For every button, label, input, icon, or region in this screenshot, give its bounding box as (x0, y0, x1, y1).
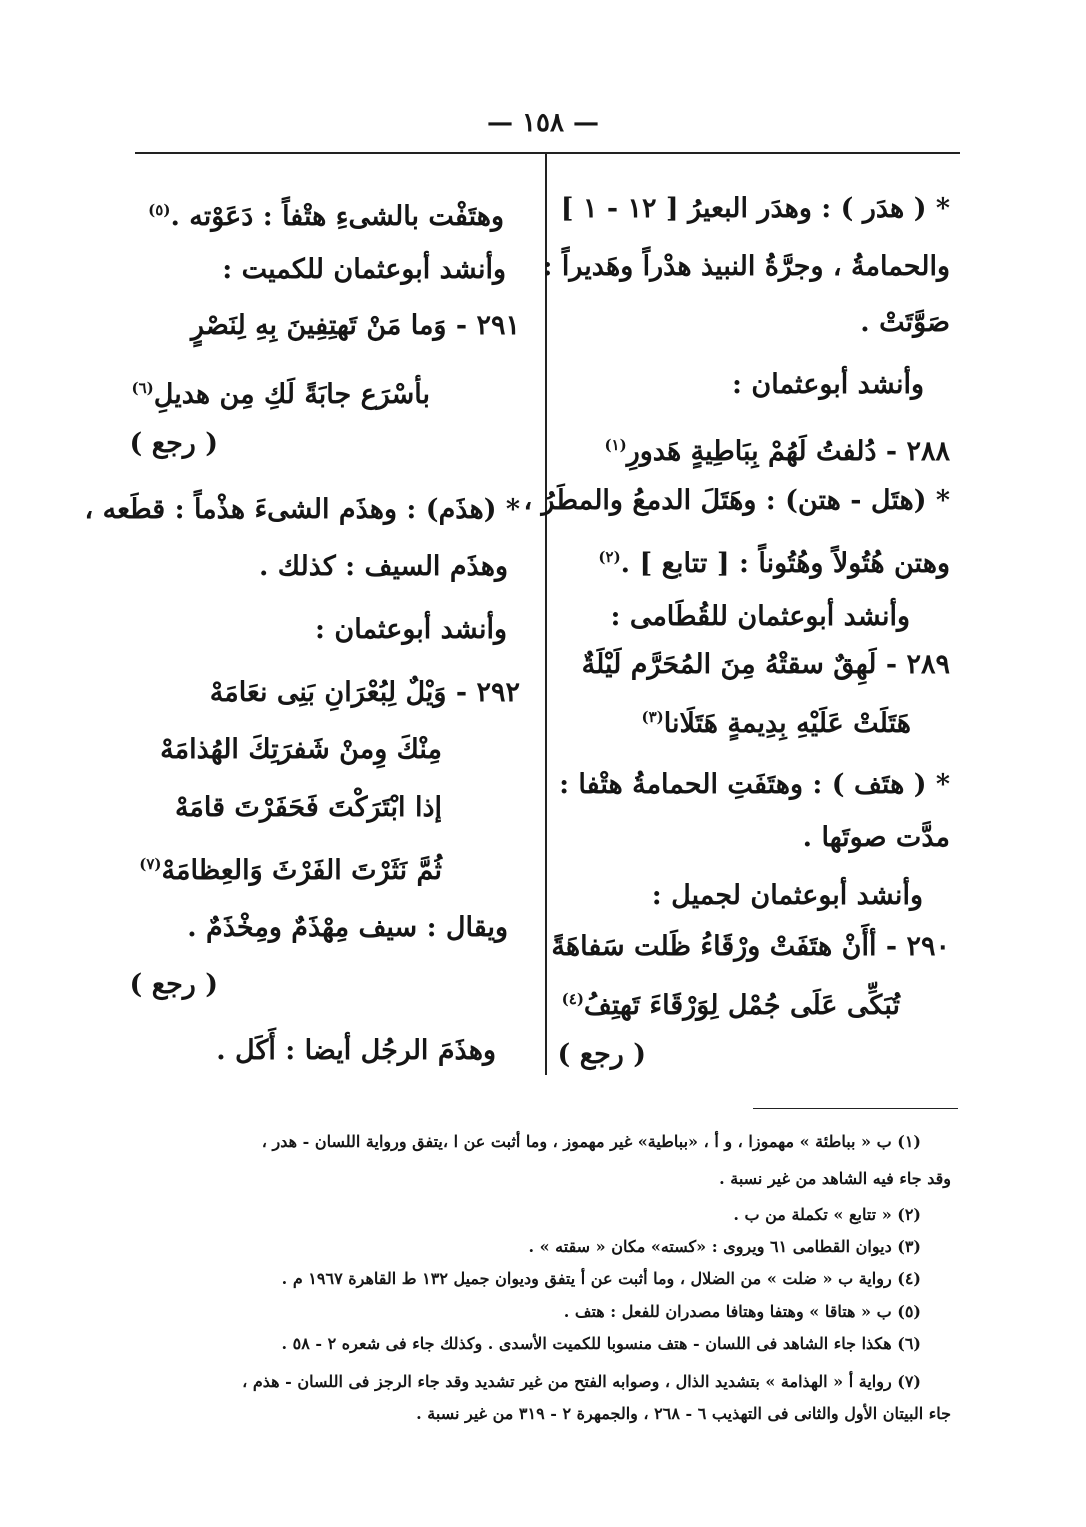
line-text: ٢٨٩ - لَهِقٌ سقتْهُ مِنَ المُحَرَّم لَيْلَةٌ (581, 649, 950, 680)
line-text: ( رجع ) (557, 1039, 646, 1070)
right-col-line (523, 481, 950, 521)
left-col-line (130, 965, 218, 1005)
left-col-line (139, 844, 442, 891)
right-col-line (610, 597, 910, 637)
line-text: بأسْرَع جابَةً لَكِ مِن هديلِ (153, 379, 430, 410)
left-col-line (216, 1031, 496, 1071)
line-text: مِنْكَ وِمنْ شَفرَتِكَ الهُذامَهْ (160, 734, 442, 765)
right-col-line (543, 247, 950, 287)
right-col-line (732, 365, 924, 405)
footnote: (٣) ديوان القطامى ٦١ ويروى : «كسته» مكان « سقته » . (528, 1237, 921, 1256)
line-text: وهذَمَ الرجُل أيضا : أَكَل . (216, 1035, 496, 1066)
line-text: صَوَّتَتْ . (860, 307, 950, 338)
left-col-line (187, 908, 508, 948)
line-text: وهتَفْت بالشىءِ هتْفاً : دَعَوْته . (170, 201, 504, 232)
line-text: ويقال : سيف مِهْذَمٌ ومِخْذَمٌ . (187, 912, 508, 943)
verse-291 (191, 306, 520, 346)
left-col-line (148, 190, 504, 237)
right-col-line (559, 765, 950, 805)
right-col-line (562, 979, 900, 1026)
line-text: ٢٩٢ - وَيْلٌ لِبُعْرَانِ بَنِى نعَامَهْ (209, 677, 520, 708)
line-text: * (هذَم) : وهذَم الشىءَ هذْماً : قطَعه ، (84, 494, 520, 525)
footnote-rule (753, 1108, 958, 1109)
right-col-line (641, 697, 911, 744)
line-text: ٢٨٨ - دُلفتُ لَهُمْ بِبَاطِيةٍ هَدورِ (626, 436, 950, 467)
footnote: (٦) هكذا جاء الشاهد فى اللسان - هتف منسوبا للكميت الأسدى . وكذلك جاء فى شعره ٢ - ٥٨ . (281, 1334, 921, 1353)
line-text: وهذَم السيف : كذلك . (258, 551, 508, 582)
right-col-line (558, 1035, 646, 1075)
left-col-line (222, 250, 506, 290)
line-text: * ( هدَر ) : وهدَر البعيرُ [ ١٢ - ١ ] (560, 193, 950, 224)
line-text: إذا ابْتَرَكْتَ فَحَفَرْتَ قامَهْ (174, 792, 442, 823)
line-text: وأنشد أبوعثمان : (732, 369, 924, 400)
line-text: وأنشد أبوعثمان للقُطَامى : (610, 601, 910, 632)
right-col-line (652, 876, 923, 916)
verse-290 (551, 927, 950, 967)
line-text: وأنشد أبوعثمان : (315, 614, 507, 645)
line-text: ( رجع ) (129, 428, 218, 459)
line-text: مدَّت صوتَها . (802, 822, 950, 853)
right-col-line (598, 537, 950, 584)
footnote-ref: (٤) (561, 990, 584, 1008)
page-number: — ١٥٨ — (486, 108, 600, 138)
column-divider (545, 153, 547, 1075)
footnote-ref: (٢) (598, 548, 621, 566)
footnote-ref: (٦) (131, 379, 154, 397)
footnote: (١) ب « بباطئة » مهموزا ، و أ ، «بباطية» غير مهموز ، وما أثبت عن ا ،يتفق ورواية اللسان - هدر ، (261, 1132, 921, 1151)
line-text: ٢٩١ - وَما مَنْ تَهتِفِينَ بِهِ لِنَصْرٍ (190, 310, 520, 341)
right-col-line (561, 189, 950, 229)
footnote-ref: (٧) (139, 855, 162, 873)
footnote: جاء البيتان الأول والثانى فى التهذيب ٦ - ٢٦٨ ، والجمهرة ٢ - ٣١٩ من غير نسبة . (416, 1404, 951, 1423)
left-col-line (160, 730, 442, 770)
footnote: (٤) رواية ب « ضلت » من الضلال ، وما أثبت عن أ يتفق وديوان جميل ١٣٢ ط القاهرة ١٩٦٧ م . (281, 1269, 921, 1288)
footnote-ref: (١) (604, 436, 627, 454)
line-text: وهتن هُتُولاً وهُتُوناً : [ تتابع ] . (620, 548, 950, 579)
header-rule (135, 152, 960, 154)
left-col-line (130, 424, 218, 464)
line-text: وأنشد أبوعثمان لجميل : (651, 880, 923, 911)
footnote: (٧) رواية أ « الهذامة » بتشديد الذال ، وصوابه الفتح من غير تشديد وقد جاء الرجز فى اللسان - هذم ، (242, 1372, 921, 1391)
line-text: ٢٩٠ - أأَنْ هتَفَتْ ورْقَاءُ ظَلت سَفاهَةً (551, 931, 950, 962)
left-col-line (175, 788, 442, 828)
right-col-line (860, 303, 950, 343)
line-text: * (هتَل - هتن) : وهَتَلَ الدمعُ والمطَرُ ، (523, 485, 950, 516)
left-col-line (259, 547, 508, 587)
verse-288 (604, 425, 950, 472)
line-text: ثُمَّ نَثَرْتَ الفَرْثَ وَالعِظامَهْ (161, 855, 442, 886)
footnote-ref: (٥) (148, 201, 171, 219)
line-text: * ( هتَف ) : وهتَفَتِ الحمامةُ هتْفا : (559, 769, 950, 800)
verse-289 (582, 645, 950, 685)
line-text: والحمامةُ ، وجرَّةُ النبيذ هدْراً وهَديراً : (542, 251, 950, 282)
line-text: تُبَكِّى عَلَى جُمْل لِوَرْقَاءَ تَهتِفُ (583, 990, 900, 1021)
footnote-ref: (٣) (641, 708, 664, 726)
line-text: وأنشد أبوعثمان للكميت : (222, 254, 506, 285)
line-text: هَتَلَتْ عَلَيْهِ بِدِيمةٍ هَتَلَانا (663, 708, 911, 739)
right-col-line (803, 818, 950, 858)
footnote: (٥) ب « هتاقا » وهتفا وهتافا مصدران للفعل : هتف . (563, 1302, 921, 1321)
left-col-line (131, 368, 430, 415)
line-text: ( رجع ) (129, 969, 218, 1000)
verse-292 (210, 673, 520, 713)
footnote: وقد جاء فيه الشاهد من غير نسبة . (719, 1169, 951, 1188)
left-col-line (315, 610, 507, 650)
left-col-line (85, 490, 520, 530)
footnote: (٢) « تتابع » تكملة من ب . (733, 1205, 921, 1224)
